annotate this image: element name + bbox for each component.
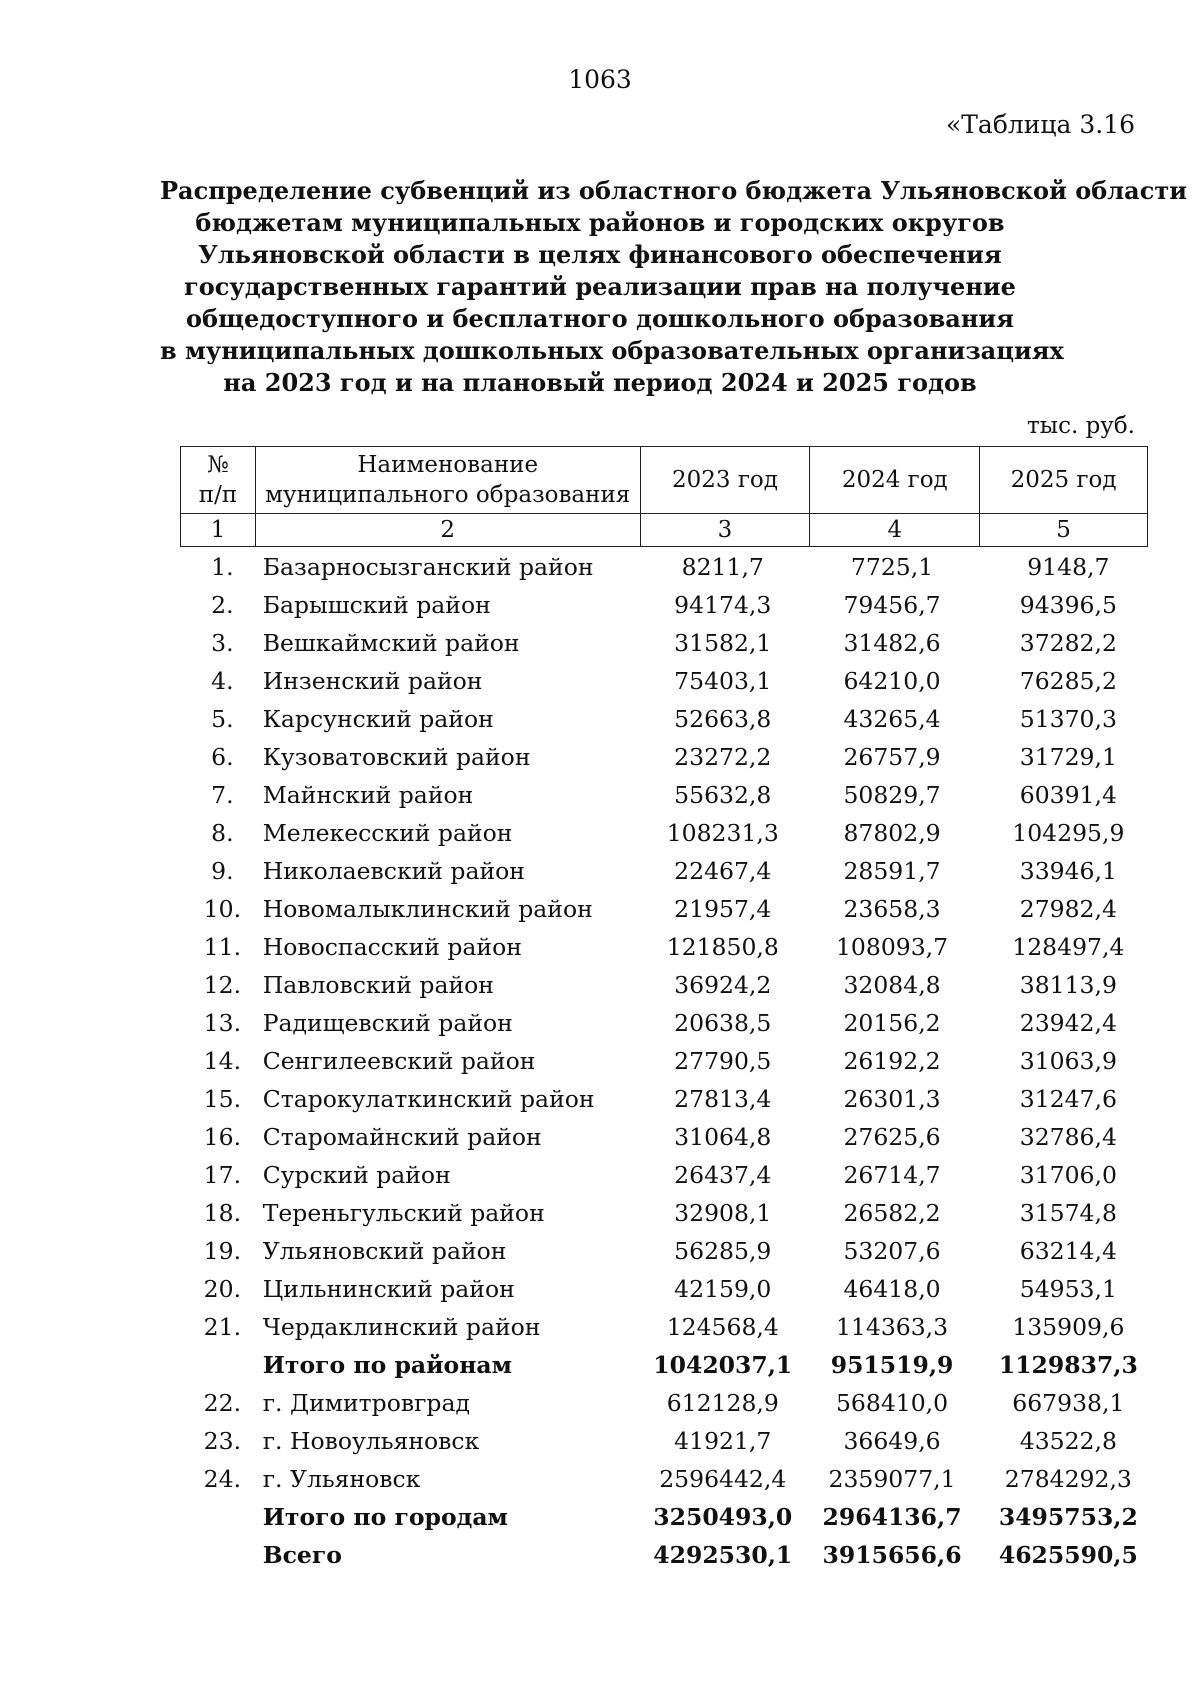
table-row	[180, 548, 1148, 586]
value-2024: 50829,7	[843, 781, 941, 809]
value-2023: 31582,1	[674, 629, 772, 657]
municipality-name: Мелекесский район	[262, 819, 513, 847]
page-number: 1063	[568, 65, 632, 94]
value-2025: 104295,9	[1012, 819, 1125, 847]
value-2023: 1042037,1	[653, 1351, 793, 1379]
municipality-name: Ульяновский район	[262, 1237, 507, 1265]
value-2024: 108093,7	[835, 933, 949, 961]
value-2024: 26582,2	[843, 1199, 941, 1227]
value-2023: 27790,5	[674, 1047, 772, 1075]
header-number-cell	[181, 447, 256, 514]
value-2023: 3250493,0	[653, 1503, 793, 1531]
value-2024: 79456,7	[843, 591, 941, 619]
value-2025: 2784292,3	[1004, 1465, 1132, 1493]
table-row	[180, 1232, 1148, 1270]
value-2023: 27813,4	[674, 1085, 772, 1113]
municipality-name: Сенгилеевский район	[262, 1047, 536, 1075]
value-2025: 43522,8	[1019, 1427, 1117, 1455]
value-2025: 76285,2	[1019, 667, 1117, 695]
table-row	[180, 586, 1148, 624]
municipality-name: Павловский район	[262, 971, 494, 999]
value-2023: 32908,1	[674, 1199, 772, 1227]
table-row	[180, 1080, 1148, 1118]
value-2023: 55632,8	[674, 781, 772, 809]
value-2023: 42159,0	[674, 1275, 772, 1303]
total-row	[180, 1498, 1148, 1536]
header-2023: 2023 год	[640, 447, 810, 514]
row-number: 19.	[203, 1237, 242, 1265]
table-row	[180, 662, 1148, 700]
value-2023: 56285,9	[674, 1237, 772, 1265]
table-row	[180, 1156, 1148, 1194]
value-2024: 2964136,7	[822, 1503, 962, 1531]
value-2025: 135909,6	[1012, 1313, 1125, 1341]
value-2024: 64210,0	[843, 667, 941, 695]
municipality-name: Вешкаймский район	[262, 629, 520, 657]
value-2024: 23658,3	[843, 895, 941, 923]
value-2023: 20638,5	[674, 1009, 772, 1037]
row-number: 23.	[203, 1427, 242, 1455]
row-number: 9.	[211, 857, 234, 885]
header-row	[181, 447, 1148, 514]
row-number: 7.	[211, 781, 234, 809]
value-2024: 53207,6	[843, 1237, 941, 1265]
value-2025: 31729,1	[1019, 743, 1117, 771]
municipality-name: Старомайнский район	[262, 1123, 542, 1151]
header-name-line2: муниципального образования	[265, 482, 631, 508]
row-number: 24.	[203, 1465, 242, 1493]
municipality-name: Инзенский район	[262, 667, 483, 695]
value-2023: 108231,3	[666, 819, 779, 847]
municipality-name: Новоспасский район	[262, 933, 522, 961]
row-number: 13.	[203, 1009, 242, 1037]
value-2024: 87802,9	[843, 819, 941, 847]
value-2024: 568410,0	[835, 1389, 949, 1417]
header-2024: 2024 год	[810, 447, 980, 514]
title-line: общедоступного и бесплатного дошкольного образования	[186, 304, 1014, 333]
municipality-name: Цильнинский район	[262, 1275, 515, 1303]
value-2025: 1129837,3	[998, 1351, 1138, 1379]
row-number: 15.	[203, 1085, 242, 1113]
municipality-name: Итого по районам	[262, 1351, 513, 1379]
value-2025: 31247,6	[1019, 1085, 1117, 1113]
municipality-name: Чердаклинский район	[262, 1313, 541, 1341]
value-2025: 54953,1	[1019, 1275, 1117, 1303]
municipality-name: Базарносызганский район	[262, 553, 594, 581]
title-line: в муниципальных дошкольных образовательных организациях	[160, 336, 1064, 365]
row-number: 2.	[211, 591, 234, 619]
table-row	[180, 1460, 1148, 1498]
column-number: 5	[980, 514, 1148, 547]
table-row	[180, 1194, 1148, 1232]
table-row	[180, 738, 1148, 776]
column-number-row	[181, 514, 1148, 547]
municipality-name: Майнский район	[262, 781, 474, 809]
table-body	[180, 548, 1148, 1574]
municipality-name: Новомалыклинский район	[262, 895, 593, 923]
row-number: 1.	[211, 553, 234, 581]
row-number: 8.	[211, 819, 234, 847]
value-2025: 3495753,2	[998, 1503, 1138, 1531]
value-2024: 32084,8	[843, 971, 941, 999]
value-2025: 27982,4	[1019, 895, 1117, 923]
table-row	[180, 890, 1148, 928]
row-number: 20.	[203, 1275, 242, 1303]
value-2023: 612128,9	[666, 1389, 779, 1417]
table-row	[180, 1004, 1148, 1042]
row-number: 16.	[203, 1123, 242, 1151]
value-2025: 23942,4	[1019, 1009, 1117, 1037]
value-2025: 128497,4	[1012, 933, 1125, 961]
value-2024: 7725,1	[850, 553, 934, 581]
municipality-name: Карсунский район	[262, 705, 494, 733]
value-2024: 26192,2	[843, 1047, 941, 1075]
value-2024: 2359077,1	[828, 1465, 956, 1493]
value-2023: 2596442,4	[659, 1465, 787, 1493]
value-2023: 121850,8	[666, 933, 779, 961]
header-2025: 2025 год	[980, 447, 1148, 514]
header-name-cell	[255, 447, 640, 514]
table-row	[180, 928, 1148, 966]
municipality-name: Старокулаткинский район	[262, 1085, 595, 1113]
title-line: Распределение субвенций из областного бюджета Ульяновской области	[160, 176, 1187, 205]
municipality-name: Итого по городам	[262, 1503, 508, 1531]
table-row	[180, 624, 1148, 662]
table-header	[180, 446, 1148, 547]
title-line: Ульяновской области в целях финансового обеспечения	[198, 240, 1002, 269]
value-2024: 3915656,6	[822, 1541, 962, 1569]
municipality-name: Барышский район	[262, 591, 491, 619]
row-number: 22.	[203, 1389, 242, 1417]
row-number: 4.	[211, 667, 234, 695]
value-2024: 27625,6	[843, 1123, 941, 1151]
value-2025: 31706,0	[1019, 1161, 1117, 1189]
value-2023: 21957,4	[674, 895, 772, 923]
value-2024: 26757,9	[843, 743, 941, 771]
table-row	[180, 1422, 1148, 1460]
row-number: 6.	[211, 743, 234, 771]
value-2025: 37282,2	[1019, 629, 1117, 657]
total-row	[180, 1346, 1148, 1384]
value-2025: 38113,9	[1019, 971, 1117, 999]
table-row	[180, 852, 1148, 890]
column-number: 4	[810, 514, 980, 547]
header-name-line1: Наименование	[357, 452, 539, 478]
value-2025: 33946,1	[1019, 857, 1117, 885]
table-row	[180, 776, 1148, 814]
table-row	[180, 700, 1148, 738]
value-2024: 114363,3	[835, 1313, 949, 1341]
value-2023: 41921,7	[674, 1427, 772, 1455]
value-2025: 60391,4	[1019, 781, 1117, 809]
municipality-name: Николаевский район	[262, 857, 525, 885]
row-number: 5.	[211, 705, 234, 733]
municipality-name: г. Ульяновск	[262, 1465, 421, 1493]
title-line: на 2023 год и на плановый период 2024 и 2025 годов	[223, 368, 977, 397]
value-2024: 951519,9	[830, 1351, 954, 1379]
value-2024: 28591,7	[843, 857, 941, 885]
value-2024: 26714,7	[843, 1161, 941, 1189]
title-line: государственных гарантий реализации прав на получение	[184, 272, 1016, 301]
value-2024: 20156,2	[843, 1009, 941, 1037]
municipality-name: г. Новоульяновск	[262, 1427, 480, 1455]
column-number: 3	[640, 514, 810, 547]
value-2024: 43265,4	[843, 705, 941, 733]
units-label: тыс. руб.	[1027, 413, 1135, 439]
value-2025: 31574,8	[1019, 1199, 1117, 1227]
table-row	[180, 966, 1148, 1004]
value-2025: 4625590,5	[998, 1541, 1138, 1569]
total-row	[180, 1536, 1148, 1574]
value-2023: 23272,2	[674, 743, 772, 771]
value-2023: 8211,7	[681, 553, 764, 581]
value-2023: 36924,2	[674, 971, 772, 999]
value-2023: 26437,4	[674, 1161, 772, 1189]
municipality-name: Радищевский район	[262, 1009, 513, 1037]
value-2025: 63214,4	[1019, 1237, 1117, 1265]
row-number: 12.	[203, 971, 242, 999]
column-number: 2	[255, 514, 640, 547]
municipality-name: г. Димитровград	[262, 1389, 470, 1417]
table-row	[180, 1042, 1148, 1080]
municipality-name: Сурский район	[262, 1161, 451, 1189]
value-2024: 26301,3	[843, 1085, 941, 1113]
value-2023: 4292530,1	[653, 1541, 793, 1569]
row-number: 17.	[203, 1161, 242, 1189]
row-number: 3.	[211, 629, 234, 657]
document-title	[160, 175, 1187, 399]
header-number-line2: п/п	[198, 482, 238, 508]
title-line: бюджетам муниципальных районов и городских округов	[195, 208, 1005, 237]
value-2024: 31482,6	[843, 629, 941, 657]
value-2023: 75403,1	[674, 667, 772, 695]
value-2023: 31064,8	[674, 1123, 772, 1151]
value-2025: 94396,5	[1019, 591, 1117, 619]
value-2023: 22467,4	[674, 857, 772, 885]
municipality-name: Кузоватовский район	[262, 743, 531, 771]
table-row	[180, 1308, 1148, 1346]
row-number: 21.	[203, 1313, 242, 1341]
table-reference: «Таблица 3.16	[945, 110, 1135, 139]
value-2025: 32786,4	[1019, 1123, 1117, 1151]
value-2025: 9148,7	[1027, 553, 1110, 581]
column-number: 1	[181, 514, 256, 547]
table-row	[180, 814, 1148, 852]
municipality-name: Всего	[262, 1541, 342, 1569]
table-row	[180, 1384, 1148, 1422]
value-2025: 667938,1	[1012, 1389, 1125, 1417]
table-row	[180, 1270, 1148, 1308]
row-number: 14.	[203, 1047, 242, 1075]
value-2023: 94174,3	[674, 591, 772, 619]
value-2023: 124568,4	[666, 1313, 779, 1341]
row-number: 11.	[203, 933, 242, 961]
value-2024: 46418,0	[843, 1275, 941, 1303]
value-2024: 36649,6	[843, 1427, 941, 1455]
value-2023: 52663,8	[674, 705, 772, 733]
row-number: 10.	[203, 895, 242, 923]
row-number: 18.	[203, 1199, 242, 1227]
header-number-line1: №	[207, 452, 229, 478]
value-2025: 31063,9	[1019, 1047, 1117, 1075]
municipality-name: Тереньгульский район	[262, 1199, 545, 1227]
value-2025: 51370,3	[1019, 705, 1117, 733]
table-row	[180, 1118, 1148, 1156]
